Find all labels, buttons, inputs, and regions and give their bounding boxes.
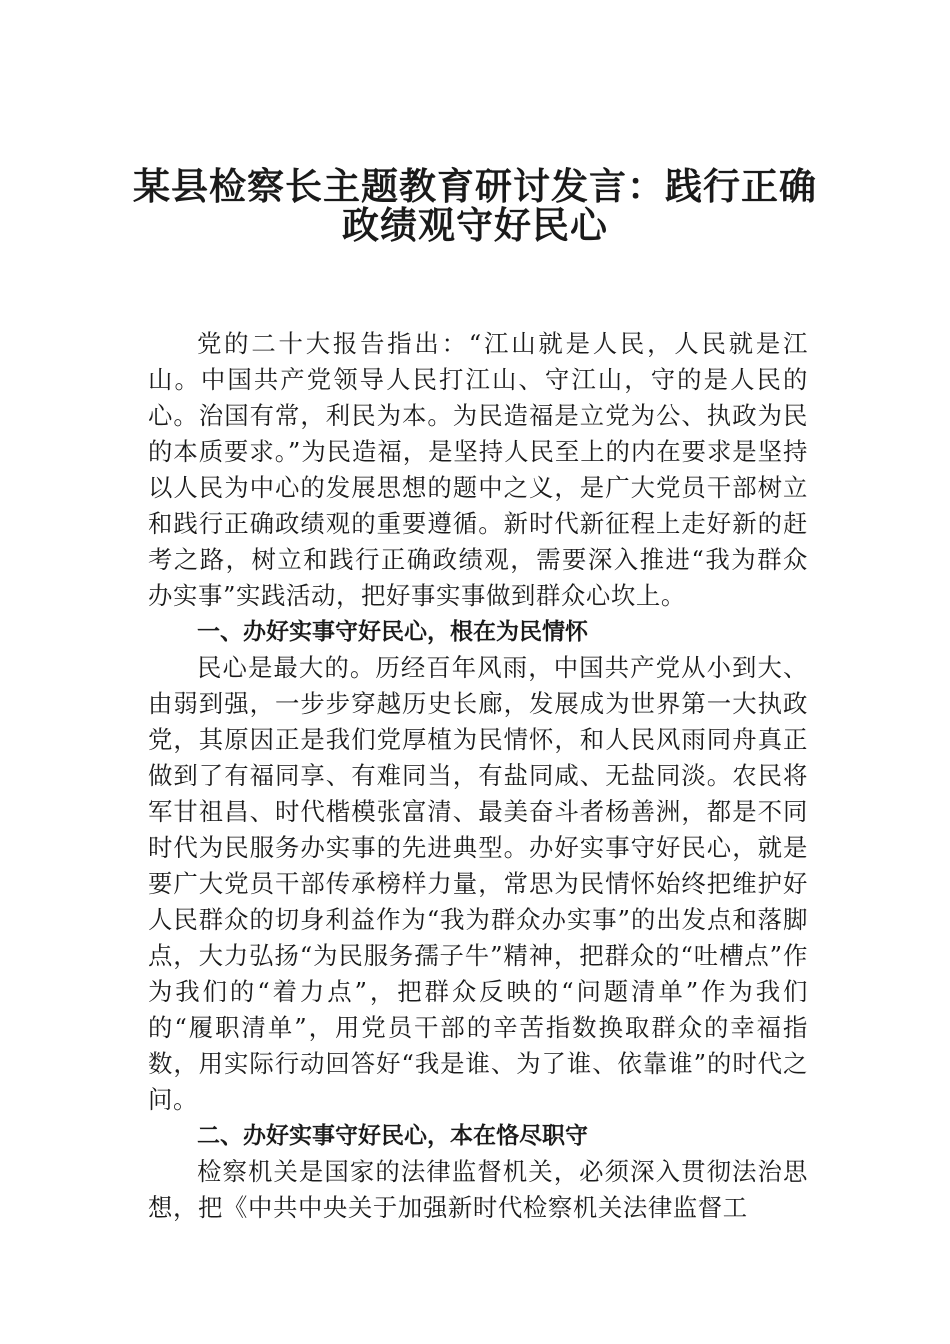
document-title-line2: 政绩观守好民心: [342, 203, 608, 247]
document-title-line1: 某县检察长主题教育研讨发言：践行正确: [133, 164, 817, 208]
paragraph-intro: 党的二十大报告指出：“江山就是人民，人民就是江山。中国共产党领导人民打江山、守江山，守的是人民的心。治国有常，利民为本。为民造福是立党为公、执政为民的本质要求。”为民造福，是坚持人民至上的内在要求是坚持以人民为中心的发展思想的题中之义，是广大党员干部树立和践行正确政绩观的重要遵循。新时代新征程上走好新的赶考之路，树立和践行正确政绩观，需要深入推进“我为群众办实事”实践活动，把好事实事做到群众心坎上。: [148, 329, 808, 610]
section-heading-2: 二、办好实事守好民心，本在恪尽职守: [197, 1123, 588, 1149]
paragraph-section-2: 检察机关是国家的法律监督机关，必须深入贯彻法治思想，把《中共中央关于加强新时代检察机关法律监督工: [148, 1157, 808, 1222]
section-heading-1: 一、办好实事守好民心，根在为民情怀: [197, 619, 588, 645]
paragraph-section-1: 民心是最大的。历经百年风雨，中国共产党从小到大、由弱到强，一步步穿越历史长廊，发展成为世界第一大执政党，其原因正是我们党厚植为民情怀，和人民风雨同舟真正做到了有福同享、有难同当，有盐同咸、无盐同淡。农民将军甘祖昌、时代楷模张富清、最美奋斗者杨善洲，都是不同时代为民服务办实事的先进典型。办好实事守好民心，就是要广大党员干部传承榜样力量，常思为民情怀始终把维护好人民群众的切身利益作为“我为群众办实事”的出发点和落脚点，大力弘扬“为民服务孺子牛”精神，把群众的“吐槽点”作为我们的“着力点”，把群众反映的“问题清单”作为我们的“履职清单”，用党员干部的辛苦指数换取群众的幸福指数，用实际行动回答好“我是谁、为了谁、依靠谁”的时代之问。: [148, 653, 808, 1114]
